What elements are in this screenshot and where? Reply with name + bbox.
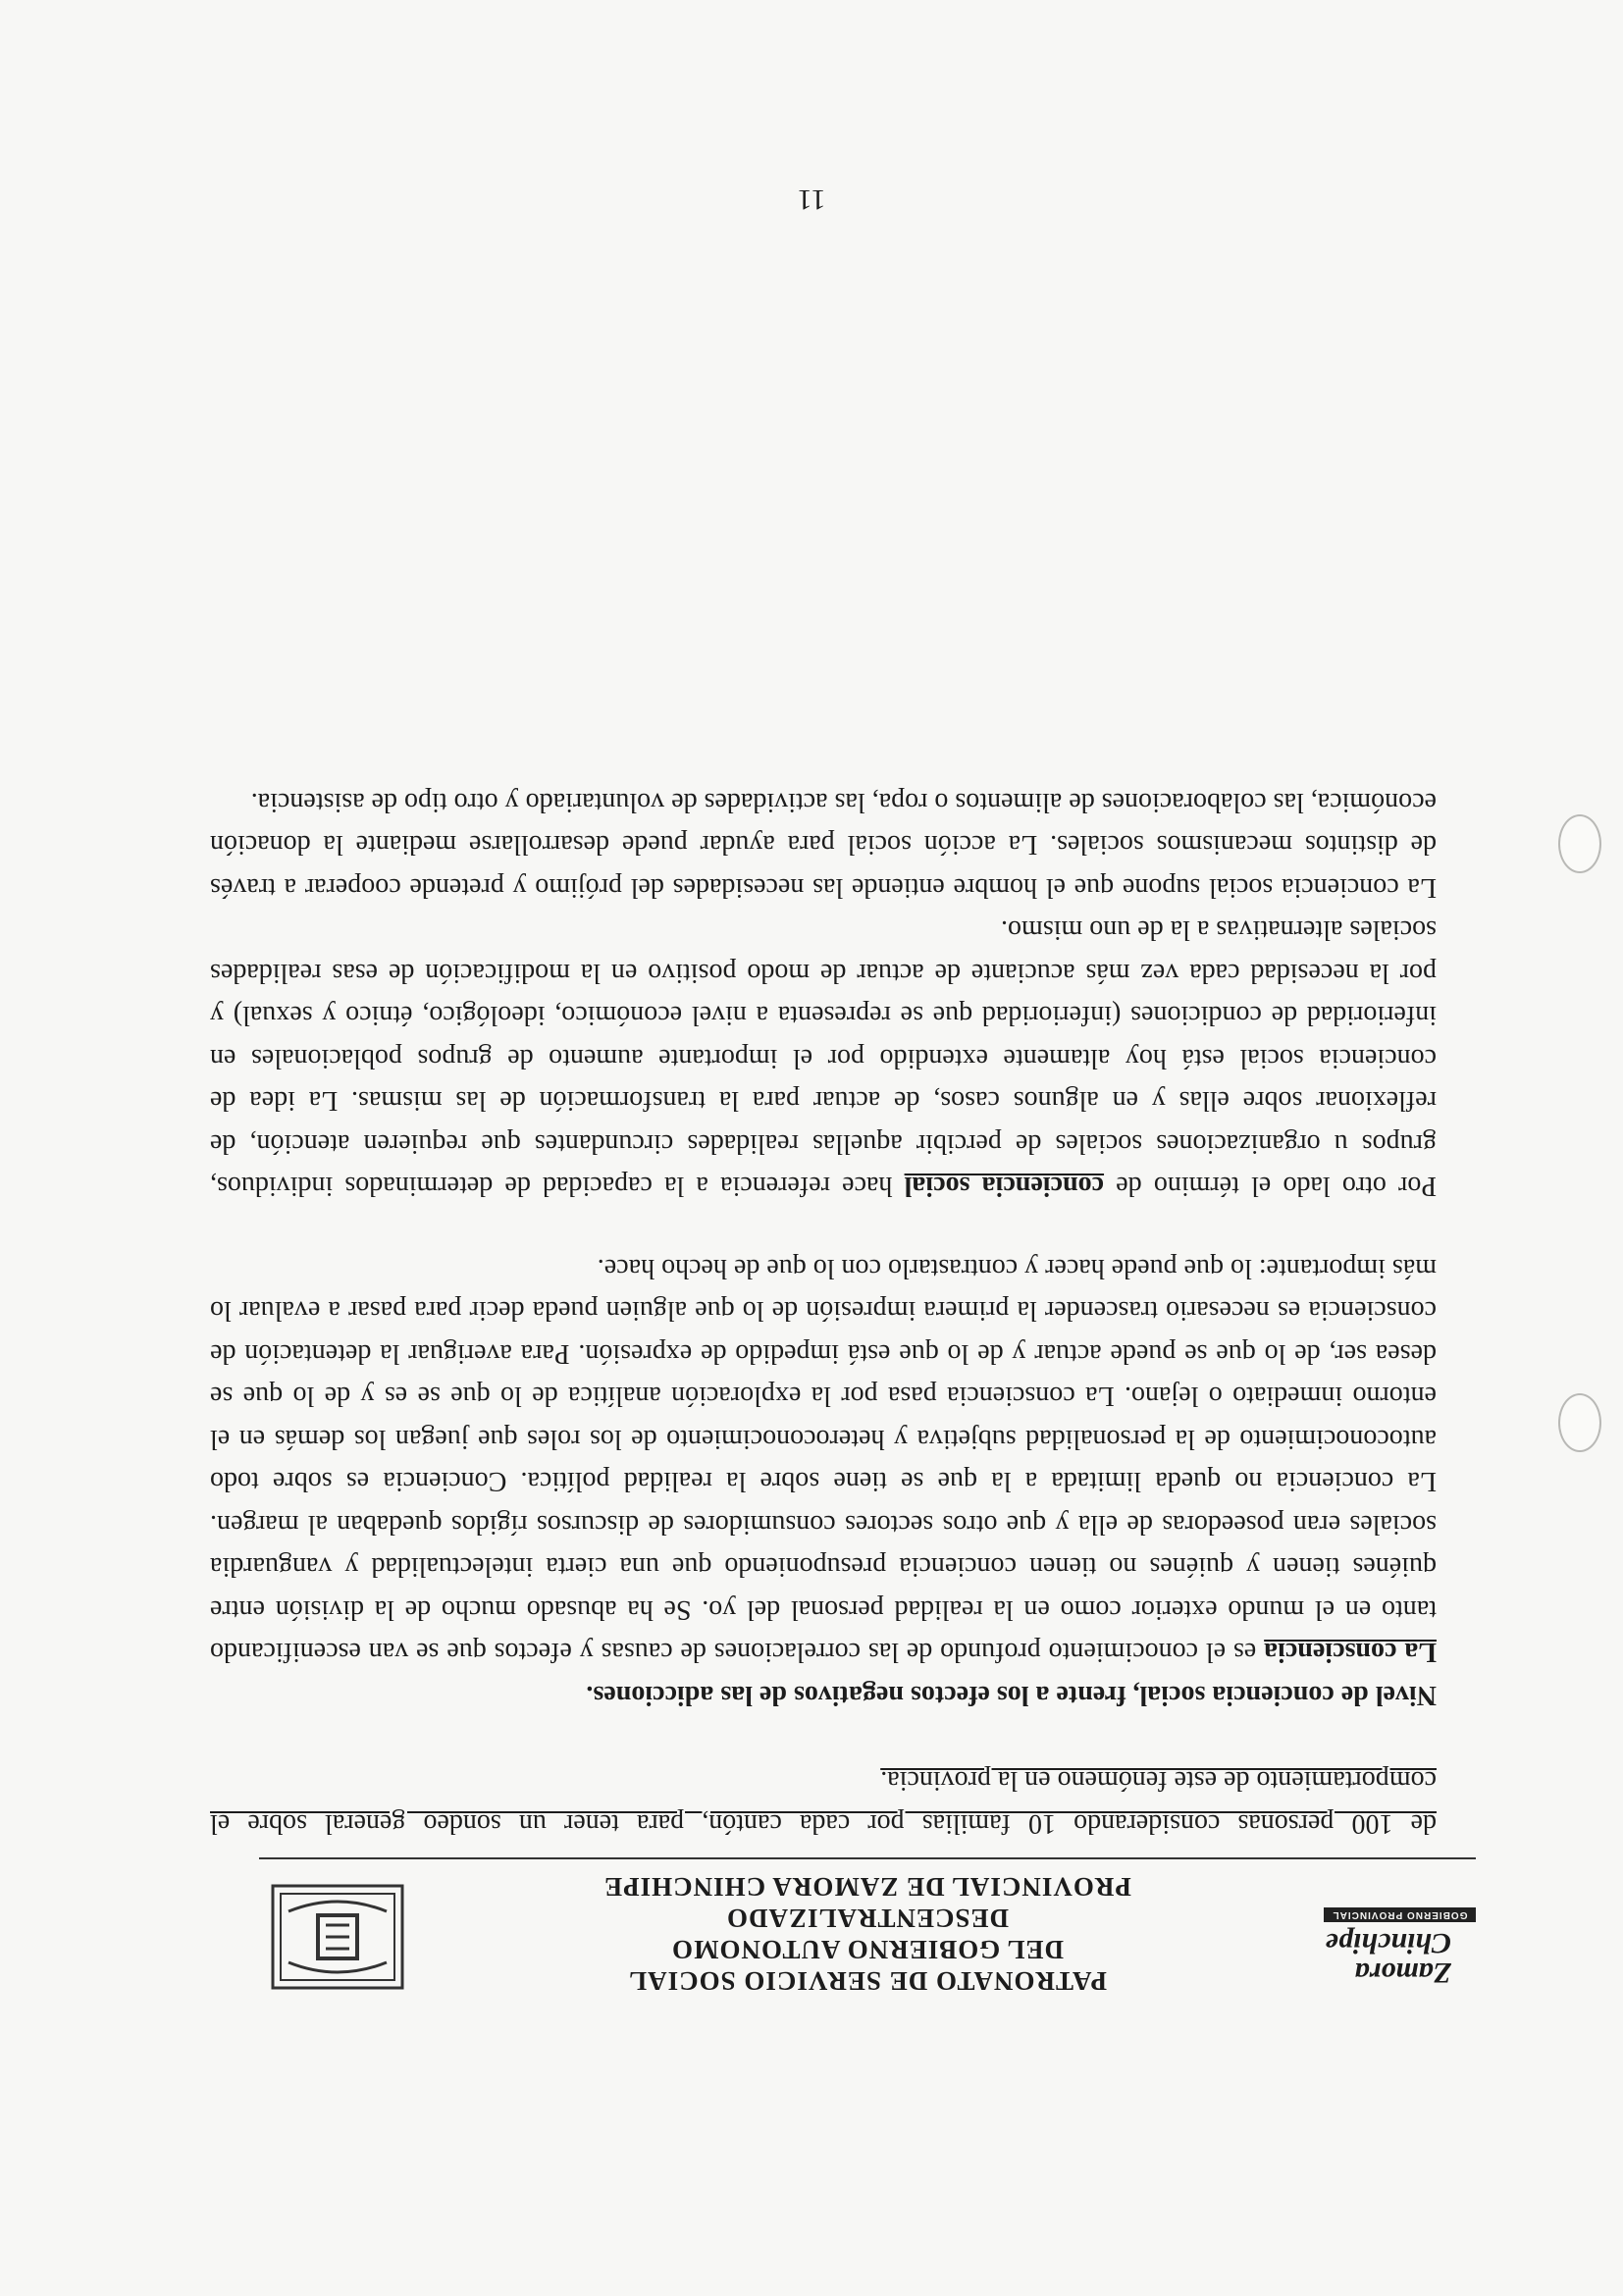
punch-hole [1558,1393,1601,1452]
term-consciencia: La consciencia [1264,1637,1437,1668]
paragraph-conciencia-social-start: Por otro lado el término de [1104,1171,1437,1202]
brand-line-2: Chinchipe [1325,1927,1451,1959]
paragraph-consciencia-text: es el conocimiento profundo de las correlaciones de causas y efectos que se van escenificando tanto en el mundo exterior como en la realidad personal del yo. Se ha abusado mucho de la división entre quiénes tienen y quiénes no tienen conciencia presuponiendo que una cierta intelectualidad y vanguardia sociales eran poseedoras de ella y que otros sectores consumidores de discursos rígidos quedaban al margen. La conciencia no queda limitada a la que se tiene sobre la realidad política. Conciencia es sobre todo autoconocimiento de la personalidad subjetiva y heteroconocimiento de los roles que juegan los demás en el entorno inmediato o lejano. La consciencia pasa por la exploración analítica de lo que se es y de lo que se desea ser, de lo que se puede actuar y de lo que está impedido de expresión. Para averiguar la detentación de consciencia es necesario trascender la primera impresión de lo que alguien pueda decir para pasar a evaluar lo más importante: lo que puede hacer y contrastarlo con lo que de hecho hace. [210,1253,1437,1668]
paragraph-consciencia [210,1247,1437,1674]
paragraph-accion-social: La conciencia social supone que el hombre entiende las necesidades del prójimo y pretende cooperar a través de distintos mecanismos sociales. La acción social para ayudar puede desarrollarse mediante la donación económica, las colaboraciones de alimentos o ropa, las actividades de voluntariado y otro tipo de asistencia. [210,787,1437,903]
intro-paragraph: de 100 personas considerando 10 familias por cada cantón, para tener un sondeo general sobre el comportamiento de este fenómeno en la provincia. [210,1765,1437,1839]
header-rule [259,1857,1476,1859]
paragraph-conciencia-social [210,909,1437,1208]
patronato-seal-icon [269,1882,406,1992]
zamora-chinchipe-logo [1324,1889,1476,1987]
document-body [210,781,1437,1846]
org-line-3: PROVINCIAL DE ZAMORA CHINCHIPE [603,1872,1131,1902]
organization-name [583,1871,1152,1997]
paragraph-conciencia-social-text: hace referencia a la capacidad de determinados individuos, grupos u organizaciones sociales de percibir aquellas realidades circundantes que requieren atención, de reflexionar sobre ellas y en algunos casos, de actuar para la transformación de las mismas. La idea de conciencia social está hoy altamente extendido por el importante aumento de grupos poblacionales en inferioridad de condiciones (inferioridad que se representa a nivel económico, ideológico, étnico y sexual) y por la necesidad cada vez más acuciante de actuar de modo positivo en la modificación de esas realidades sociales alternativas a la de uno mismo. [209,914,1437,1202]
term-conciencia-social: conciencia social [904,1171,1105,1202]
org-line-1: PATRONATO DE SERVICIO SOCIAL [628,1966,1107,1996]
page-number: 11 [797,183,826,216]
punch-hole [1558,814,1601,873]
section-heading: Nivel de conciencia social, frente a los efectos negativos de las adicciones. [586,1680,1437,1710]
brand-line-1: Zamora [1354,1957,1451,1989]
brand-strip: GOBIERNO PROVINCIAL [1324,1907,1476,1922]
letterhead [269,1869,1476,1997]
org-line-2: DEL GOBIERNO AUTONOMO DESCENTRALIZADO [670,1904,1065,1964]
